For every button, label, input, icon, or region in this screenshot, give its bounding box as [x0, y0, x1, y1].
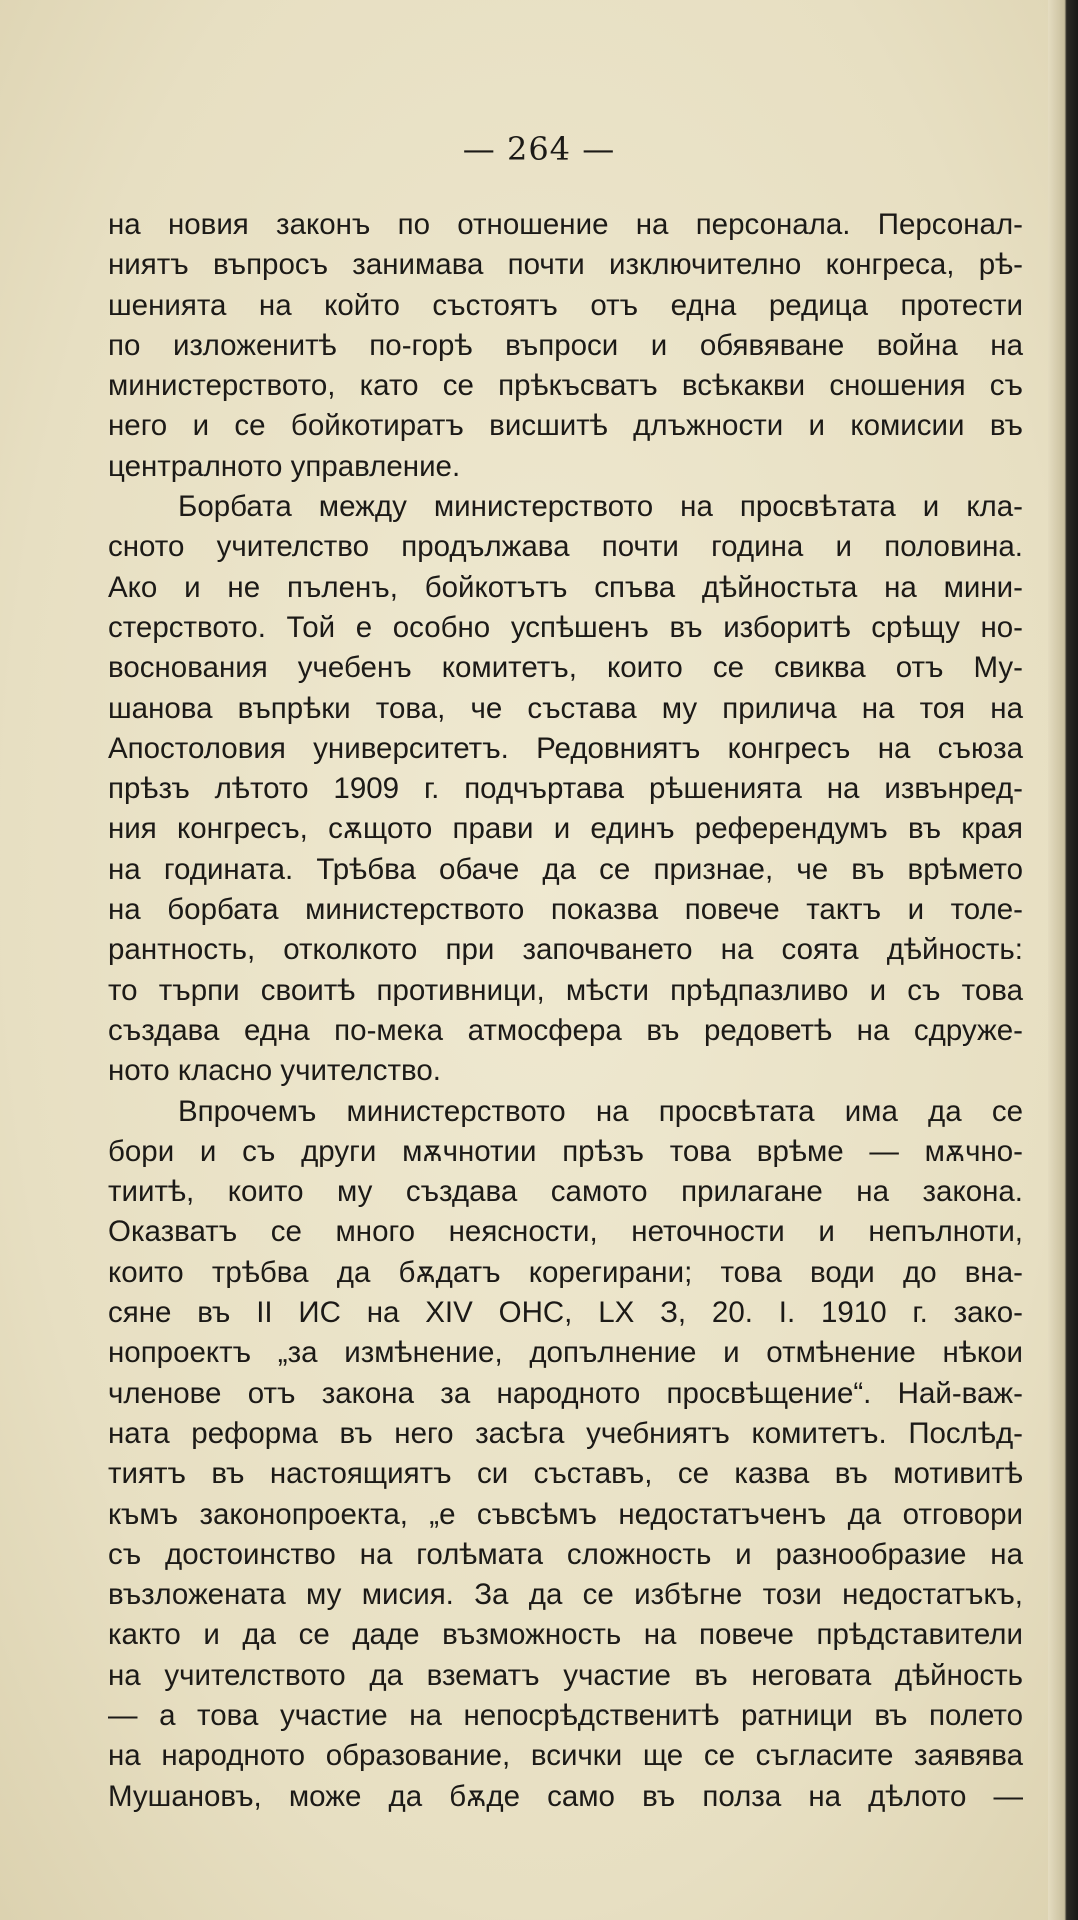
text-line: прѣзъ лѣтото 1909 г. подчъртава рѣшенията на извънред- [108, 772, 1023, 806]
text-line: на новия законъ по отношение на персонала. Персонал- [108, 208, 1023, 241]
text-line: ния конгресъ, сѫщото прави и единъ референдумъ въ края [108, 812, 1023, 846]
text-line: ното класно учителство. [108, 1054, 441, 1088]
text-line: нопроектъ „за измѣнение, допълнение и отмѣнение нѣкои [108, 1336, 1023, 1370]
text-line: шанова въпрѣки това, че състава му прилича на тоя на [108, 691, 1023, 725]
text-line: воснования учебенъ комитетъ, които се свиква отъ Му- [108, 651, 1023, 685]
text-line: Борбата между министерството на просвѣтата и кла- [178, 490, 1023, 524]
text-line: ниятъ въпросъ занимава почти изключително конгреса, рѣ- [108, 248, 1023, 282]
text-line: на годината. Трѣбва обаче да се признае, че въ врѣмето [108, 852, 1023, 886]
text-line: Апостоловия университетъ. Редовниятъ конгресъ на съюза [108, 731, 1023, 765]
text-line: Оказватъ се много неясности, неточности и непълноти, [108, 1215, 1023, 1249]
text-line: него и се бойкотиратъ висшитѣ длъжности и комисии въ [108, 409, 1023, 443]
page-number: — 264 — [462, 130, 616, 168]
text-line: тиитѣ, които му създава самото прилагане на закона. [108, 1175, 1023, 1209]
text-line: шенията на който състоятъ отъ една редица протести [108, 288, 1023, 322]
text-line: възложената му мисия. За да се избѣгне този недостатъкъ, [108, 1578, 1023, 1612]
text-line: тиятъ въ настоящиятъ си съставъ, се казва въ мотивитѣ [108, 1457, 1023, 1491]
text-line: ната реформа въ него засѣга учебниятъ комитетъ. Послѣд- [108, 1416, 1023, 1450]
text-line: създава една по-мека атмосфера въ редоветѣ на сдруже- [108, 1013, 1023, 1047]
text-line: съ достоинство на голѣмата сложность и разнообразие на [108, 1537, 1023, 1571]
text-line: сяне въ II ИС на XIV ОНС, LX З, 20. I. 1910 г. зако- [108, 1296, 1023, 1330]
text-line: къмъ законопроекта, „е съвсѣмъ недостатъченъ да отговори [108, 1497, 1023, 1531]
text-line: на учителството да взематъ участие въ неговата дѣйность [108, 1658, 1023, 1692]
text-line: то търпи своитѣ противници, мѣсти прѣдпазливо и съ това [108, 973, 1023, 1007]
text-line: на народното образование, всички ще се съгласите заявява [108, 1739, 1023, 1773]
text-line: стерството. Той е особно успѣшенъ въ изборитѣ срѣщу но- [108, 610, 1023, 644]
text-line: Впрочемъ министерството на просвѣтата има да се [178, 1094, 1023, 1128]
text-line: министерството, като се прѣкъсватъ всѣкакви сношения съ [108, 369, 1023, 403]
page-edge [1048, 0, 1078, 1920]
text-line: централното управление. [108, 449, 461, 483]
text-line: членове отъ закона за народното просвѣщение“. Най-важ- [108, 1376, 1023, 1410]
body-text [108, 205, 1023, 1817]
text-line: сното учителство продължава почти година и половина. [108, 530, 1023, 564]
text-line: по изложенитѣ по-горѣ въпроси и обявяване война на [108, 328, 1023, 362]
text-line: които трѣбва да бѫдатъ корегирани; това води до вна- [108, 1255, 1023, 1289]
text-line: — а това участие на непосрѣдственитѣ ратници въ полето [108, 1698, 1023, 1732]
text-line: бори и съ други мѫчнотии прѣзъ това врѣме — мѫчно- [108, 1134, 1023, 1168]
text-line: Ако и не пъленъ, бойкотътъ спъва дѣйностьта на мини- [108, 570, 1023, 604]
text-line: Мушановъ, може да бѫде само въ полза на дѣлото — [108, 1779, 1023, 1813]
text-line: рантность, отколкото при започването на соята дѣйность: [108, 933, 1023, 967]
text-line: на борбата министерството показва повече тактъ и толе- [108, 893, 1023, 927]
text-line: както и да се даде възможность на повече прѣдставители [108, 1618, 1023, 1652]
